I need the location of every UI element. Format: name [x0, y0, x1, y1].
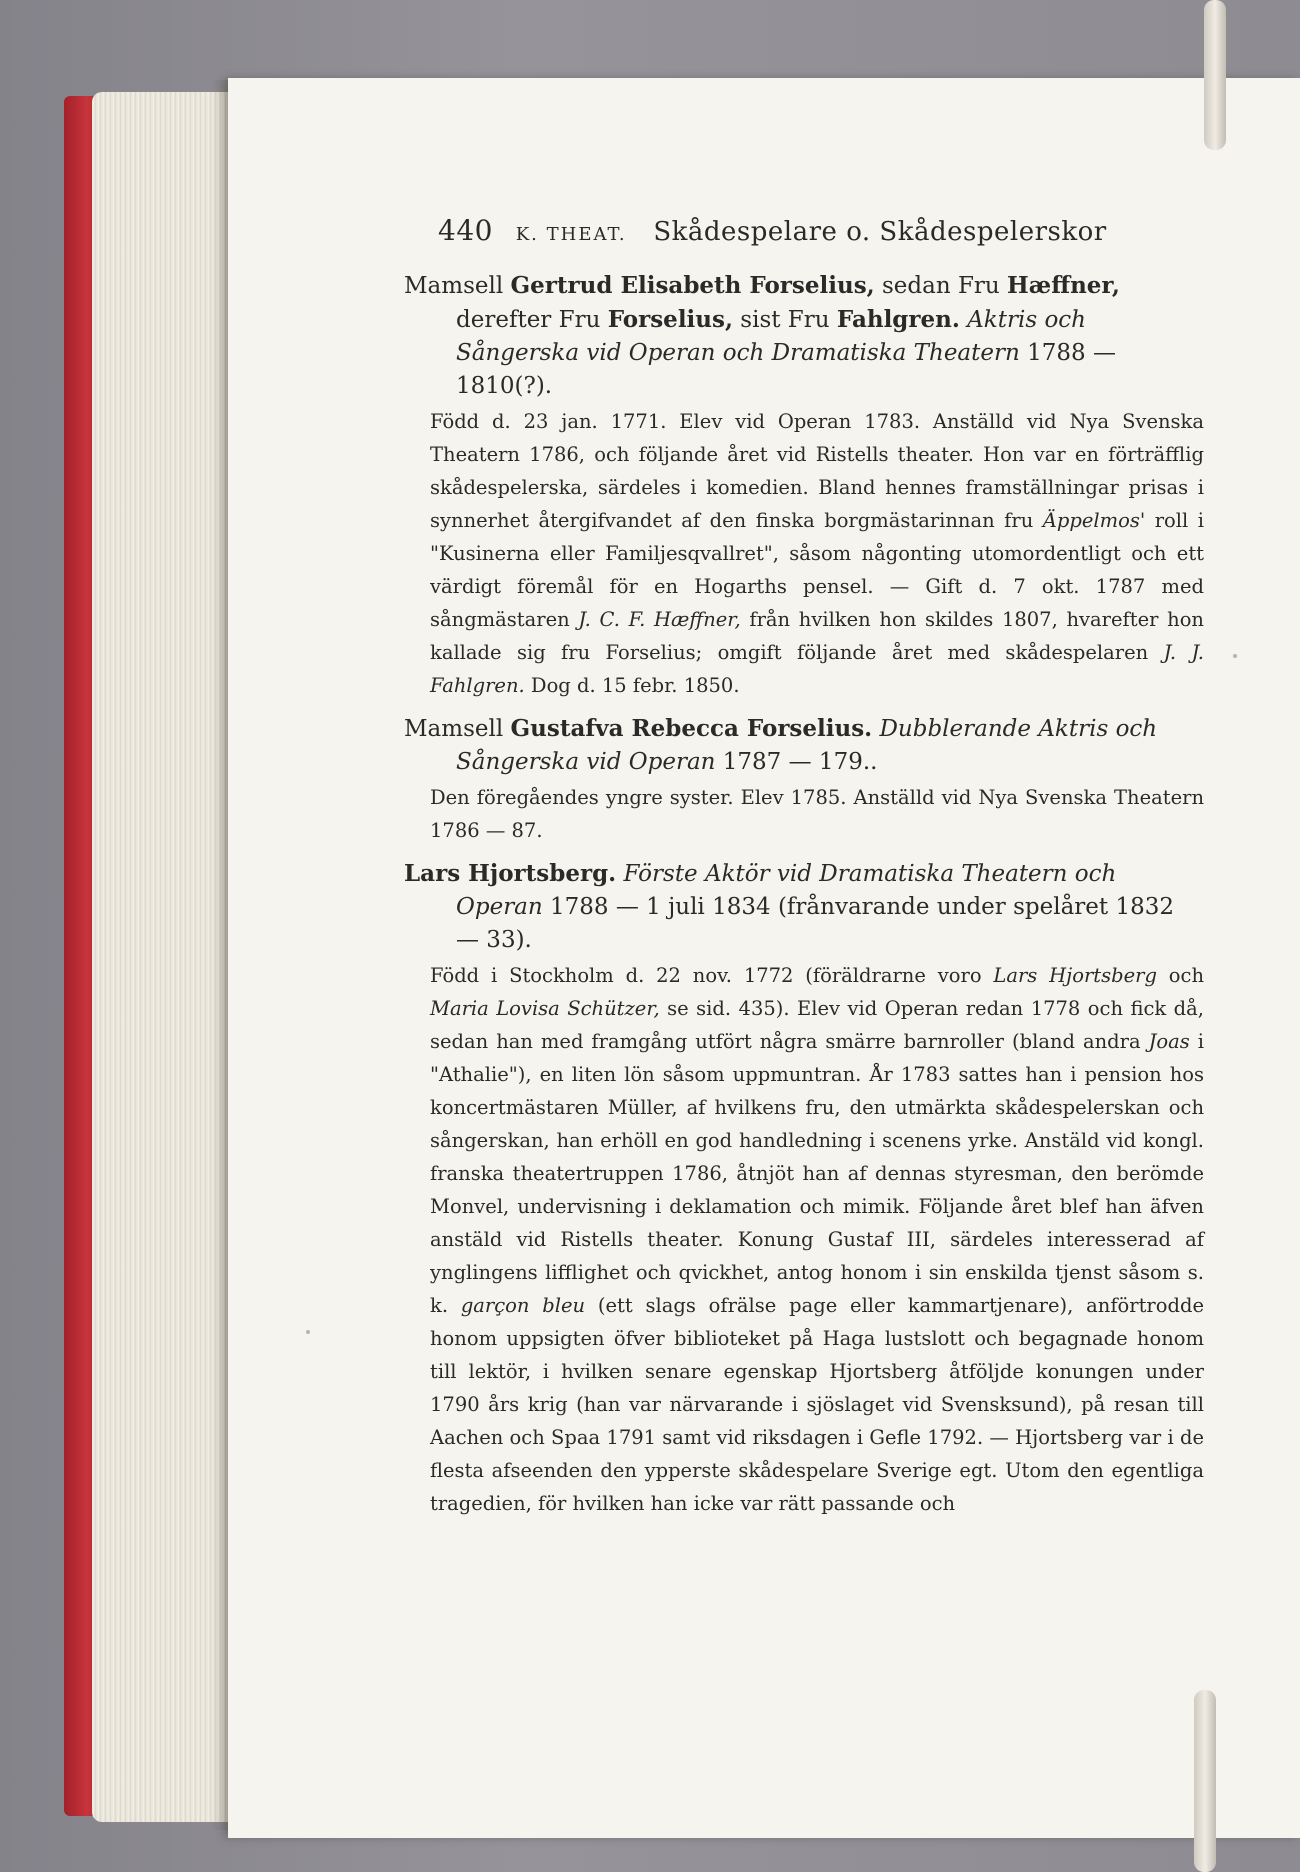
- name-connector: sedan Fru: [874, 273, 1008, 299]
- name-connector: sist Fru: [732, 307, 837, 333]
- body-italic: J. C. F. Hæffner,: [578, 608, 741, 631]
- body-text: från hvilken hon skildes 1807, hvarefter hon kallade sig fru Forselius; omgift följande året med skådespelaren: [430, 608, 1204, 664]
- entry-gertrud-forselius: [404, 269, 1204, 702]
- entry-body: [404, 405, 1204, 702]
- entry-years: 1787 — 179..: [715, 749, 878, 775]
- name-bold: Forselius,: [607, 306, 733, 333]
- body-italic: garçon bleu: [460, 1294, 586, 1317]
- entry-title: [404, 857, 1204, 957]
- body-italic: Lars Hjortsberg: [993, 964, 1157, 987]
- name-bold: Gustafva Rebecca Forselius.: [510, 715, 873, 742]
- entry-title: [404, 269, 1204, 403]
- section-title: Skådespelare o. Skådespelerskor: [653, 217, 1107, 247]
- page-text: [404, 214, 1204, 1530]
- book-clamp-bottom: [1194, 1690, 1216, 1872]
- entry-gustafva-forselius: [404, 712, 1204, 847]
- page-number: 440: [438, 214, 493, 247]
- book-clamp-top: [1204, 0, 1226, 150]
- entry-years: 1788 — 1810(?).: [456, 340, 1116, 399]
- page-speck: [306, 1330, 310, 1334]
- entry-role: Dubblerande Aktris och Sångerska vid Operan: [456, 716, 1158, 775]
- name-bold: Fahlgren.: [836, 306, 960, 333]
- body-text: (ett slags ofrälse page eller kammartjenare), anförtrodde honom uppsigten öfver biblioteket på Haga lustslott och begagnade honom till lektör, i hvilken senare egenskap Hjortsberg åtföljde konungen under 1790 års krig (han var närvarande i sjöslaget vid Svensksund), på resan till Aachen och Spaa 1791 samt vid riksdagen i Gefle 1792. — Hjortsberg var i de flesta afseenden den ypperste skådespelare Sverige egt. Utom den egentliga tragedien, för hvilken han icke var rätt passande och: [430, 1294, 1204, 1515]
- body-text: Född d. 23 jan. 1771. Elev vid Operan 1783. Anställd vid Nya Svenska Theatern 1786, och följande året vid Ristells theater. Hon var en förträfflig skådespelerska, särdeles i komedien. Bland hennes framställningar prisas i synnerhet återgifvandet af den finska borgmästarinnan fru: [430, 410, 1204, 532]
- entry-role: Aktris och Sångerska vid Operan och Dramatiska Theatern: [456, 307, 1086, 366]
- page-speck: [1233, 654, 1237, 658]
- name-bold: Hæffner,: [1007, 272, 1120, 299]
- running-header: [438, 214, 1204, 247]
- name-bold: Lars Hjortsberg.: [404, 860, 617, 887]
- entry-body: [404, 959, 1204, 1520]
- entry-title: [404, 712, 1204, 779]
- body-italic: Joas: [1148, 1030, 1190, 1053]
- entry-body: [404, 781, 1204, 847]
- name-bold: Gertrud Elisabeth Forselius,: [510, 272, 875, 299]
- name-prefix: Mamsell: [404, 273, 511, 299]
- body-italic: J. J. Fahlgren.: [430, 641, 1204, 697]
- entry-role: Förste Aktör vid Dramatiska Theatern och Operan: [456, 861, 1117, 920]
- body-text: och: [1156, 964, 1204, 987]
- body-text: Dog d. 15 febr. 1850.: [524, 674, 740, 697]
- body-italic: Maria Lovisa Schützer,: [430, 997, 660, 1020]
- body-italic: Äppelmos': [1042, 509, 1146, 532]
- body-text: Den föregåendes yngre syster. Elev 1785. Anställd vid Nya Svenska Theatern 1786 — 87.: [430, 786, 1204, 842]
- name-prefix: Mamsell: [404, 716, 511, 742]
- entry-years: 1788 — 1 juli 1834 (frånvarande under spelåret 1832 — 33).: [456, 894, 1174, 953]
- entry-lars-hjortsberg: [404, 857, 1204, 1520]
- body-text: Född i Stockholm d. 22 nov. 1772 (föräldrarne voro: [430, 964, 994, 987]
- header-abbreviation: K. THEAT.: [515, 224, 627, 245]
- body-text: i "Athalie"), en liten lön såsom uppmuntran. År 1783 sattes han i pension hos koncertmästaren Müller, af hvilkens fru, den utmärkta skådespelerskan och sångerskan, han erhöll en god handledning i scenens yrke. Anstäld vid kongl. franska theatertruppen 1786, åtnjöt han af dennas styresman, den berömde Monvel, undervisning i deklamation och mimik. Följande året blef han äfven anstäld vid Ristells theater. Konung Gustaf III, särdeles interesserad af ynglingens lifflighet och qvickhet, antog honom i sin enskilda tjenst såsom s. k.: [430, 1030, 1205, 1317]
- name-connector: derefter Fru: [456, 307, 608, 333]
- body-text: roll i "Kusinerna eller Familjesqvallret", såsom någonting utomordentligt och ett värdigt föremål för en Hogarths pensel. — Gift d. 7 okt. 1787 med sångmästaren: [430, 509, 1205, 631]
- body-text: se sid. 435). Elev vid Operan redan 1778 och fick då, sedan han med framgång utfört några smärre barnroller (bland andra: [430, 997, 1204, 1053]
